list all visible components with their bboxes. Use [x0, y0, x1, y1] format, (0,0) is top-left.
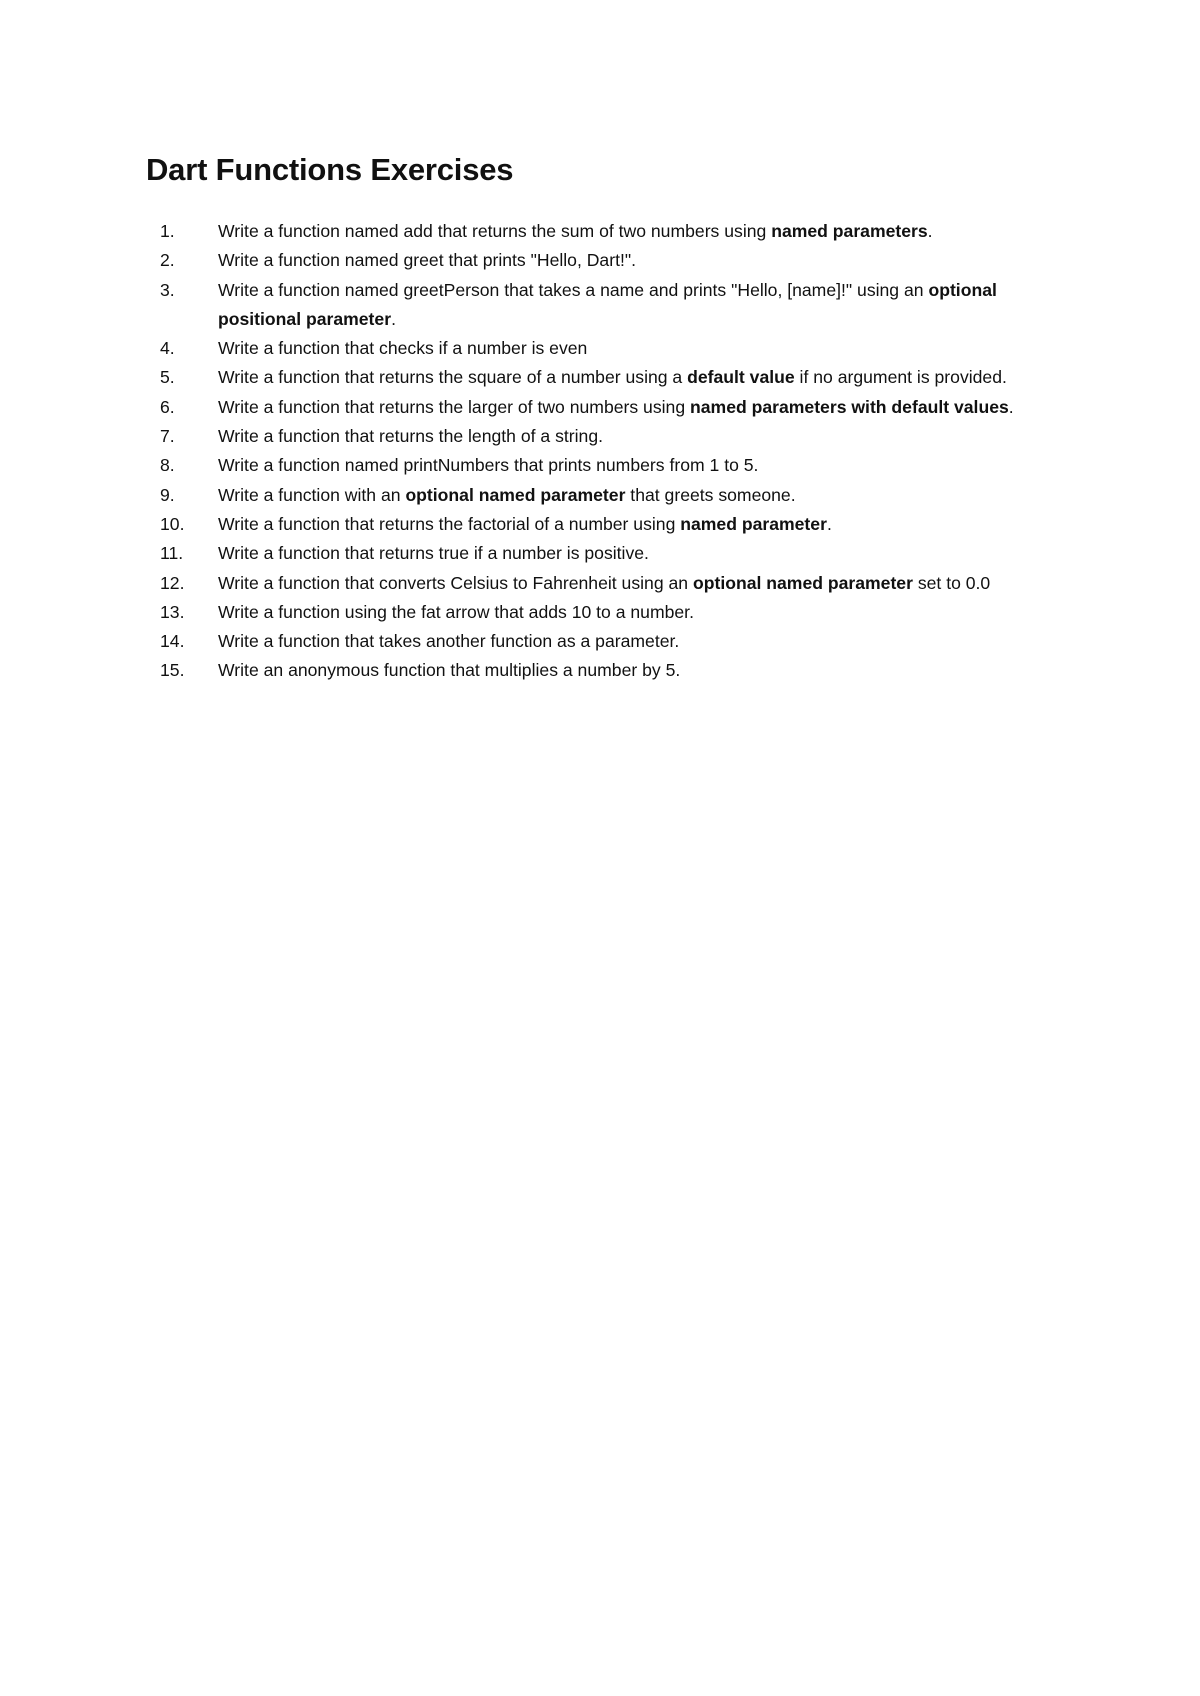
- bold-term: named parameters with default values: [690, 396, 1009, 417]
- bold-term: default value: [687, 367, 795, 388]
- text-run: Write a function that returns the larger of two numbers using: [218, 396, 691, 417]
- list-item-text: [218, 656, 1058, 685]
- list-item: [0, 598, 1200, 627]
- text-run: that greets someone.: [625, 484, 796, 505]
- list-item: [0, 393, 1200, 422]
- text-run: Write a function that checks if a number is even: [218, 338, 588, 359]
- text-run: if no argument is provided.: [794, 367, 1007, 388]
- text-run: Write an anonymous function that multiplies a number by 5.: [218, 660, 681, 681]
- text-run: Write a function named greetPerson that takes a name and prints "Hello, [name]!" using an: [218, 279, 929, 300]
- text-run: Write a function that returns true if a number is positive.: [218, 543, 649, 564]
- list-item: [0, 627, 1200, 656]
- text-run: Write a function named greet that prints "Hello, Dart!".: [218, 250, 636, 271]
- text-run: .: [826, 513, 832, 534]
- list-item: [0, 510, 1200, 539]
- list-item: [0, 217, 1200, 246]
- list-item-text: [218, 481, 1058, 510]
- list-item-number: 2.: [160, 250, 175, 271]
- text-run: .: [391, 308, 396, 329]
- list-item-number: 6.: [160, 396, 175, 417]
- list-item: [0, 363, 1200, 392]
- list-item-text: [218, 627, 1058, 656]
- bold-term: optional positional parameter: [218, 279, 997, 329]
- list-item-number: 9.: [160, 484, 175, 505]
- document-title: Dart Functions Exercises: [146, 152, 514, 187]
- text-run: Write a function named printNumbers that prints numbers from 1 to 5.: [218, 455, 759, 476]
- list-item-number: 10.: [160, 513, 185, 534]
- list-item: [0, 569, 1200, 598]
- list-item-text: [218, 334, 1058, 363]
- list-item-number: 7.: [160, 426, 175, 447]
- list-item-number: 14.: [160, 631, 185, 652]
- list-item-text: [218, 451, 1058, 480]
- text-run: .: [1008, 396, 1014, 417]
- bold-term: optional named parameter: [405, 484, 626, 505]
- list-item: [0, 481, 1200, 510]
- list-item-text: [218, 510, 1058, 539]
- list-item: [0, 451, 1200, 480]
- list-item-text: [218, 393, 1058, 422]
- list-item: [0, 422, 1200, 451]
- text-run: Write a function named add that returns the sum of two numbers using: [218, 221, 772, 241]
- list-item-number: 8.: [160, 455, 175, 476]
- list-item-text: [218, 422, 1058, 451]
- text-run: set to 0.0: [912, 572, 991, 593]
- list-item-number: 5.: [160, 367, 175, 388]
- list-item-number: 4.: [160, 338, 175, 359]
- list-item: [0, 656, 1200, 685]
- text-run: Write a function using the fat arrow that adds 10 to a number.: [218, 601, 694, 622]
- list-item-number: 11.: [160, 543, 184, 564]
- bold-term: named parameters: [771, 221, 928, 241]
- list-item-text: [218, 363, 1058, 392]
- list-item-number: 1.: [160, 221, 175, 241]
- list-item: [0, 539, 1200, 568]
- list-item-text: [218, 598, 1058, 627]
- list-item: [0, 246, 1200, 275]
- text-run: Write a function that converts Celsius to Fahrenheit using an: [218, 572, 693, 593]
- text-run: Write a function with an: [218, 484, 406, 505]
- text-run: Write a function that takes another function as a parameter.: [218, 631, 680, 652]
- list-item-text: [218, 246, 1058, 275]
- exercise-list: [0, 217, 1200, 686]
- text-run: Write a function that returns the length of a string.: [218, 426, 603, 447]
- bold-term: optional named parameter: [692, 572, 913, 593]
- list-item-number: 12.: [160, 572, 185, 593]
- list-item: [0, 334, 1200, 363]
- list-item-number: 15.: [160, 660, 185, 681]
- list-item-text: [218, 276, 1058, 335]
- text-run: Write a function that returns the factorial of a number using: [218, 513, 681, 534]
- text-run: .: [927, 221, 933, 241]
- list-item-text: [218, 539, 1058, 568]
- list-item-number: 13.: [160, 601, 185, 622]
- list-item-number: 3.: [160, 279, 175, 300]
- list-item-text: [218, 569, 1058, 598]
- text-run: Write a function that returns the square of a number using a: [218, 367, 688, 388]
- bold-term: named parameter: [680, 513, 827, 534]
- list-item-text: [218, 217, 1058, 246]
- list-item: [0, 276, 1200, 335]
